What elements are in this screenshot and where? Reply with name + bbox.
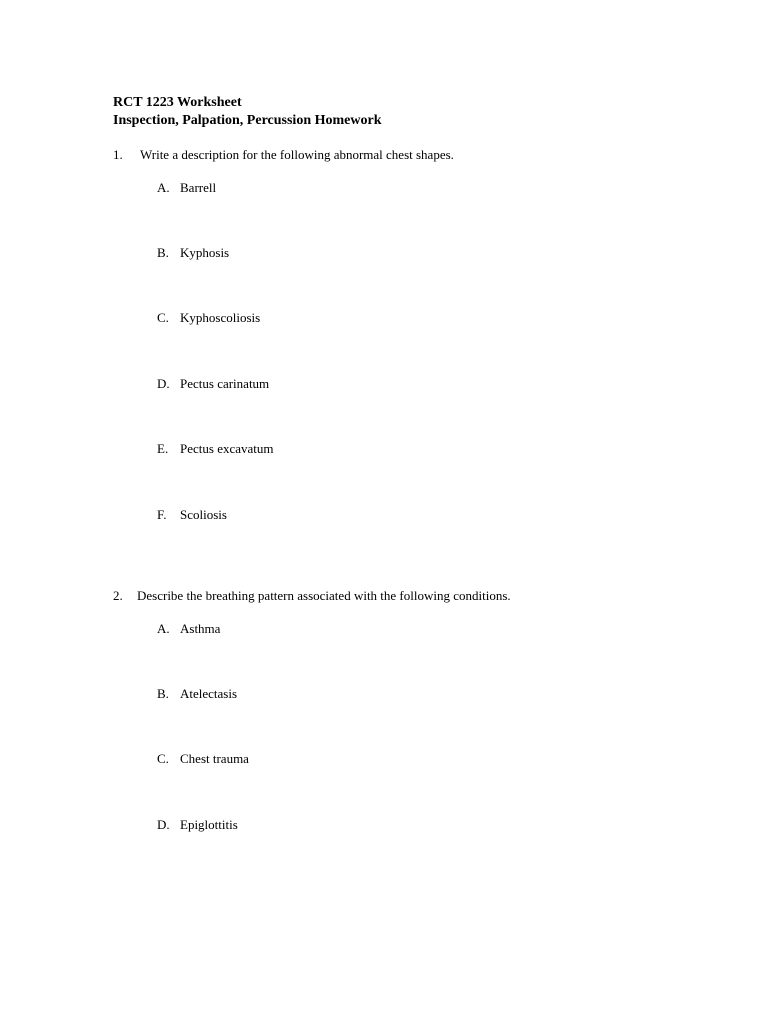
option-letter: D. xyxy=(157,376,170,391)
worksheet-title: RCT 1223 Worksheet xyxy=(113,95,242,110)
option-text: Atelectasis xyxy=(180,686,238,701)
question-text: Write a description for the following abnormal chest shapes. xyxy=(140,147,454,162)
question-number: 1. xyxy=(113,147,123,162)
option-text: Epiglottitis xyxy=(180,817,238,832)
option-letter: A. xyxy=(157,180,170,195)
option-letter: D. xyxy=(157,817,170,832)
option-text: Kyphoscoliosis xyxy=(180,310,261,325)
question-text: Describe the breathing pattern associated with the following conditions. xyxy=(137,588,511,603)
option-text: Barrell xyxy=(180,180,217,195)
option-text: Asthma xyxy=(180,621,221,636)
question-1 xyxy=(113,147,454,163)
option-letter: E. xyxy=(157,441,169,456)
q2-option-d xyxy=(157,817,238,833)
option-text: Pectus excavatum xyxy=(180,441,274,456)
worksheet-subtitle: Inspection, Palpation, Percussion Homework xyxy=(113,113,382,128)
question-2 xyxy=(113,588,511,604)
option-text: Chest trauma xyxy=(180,751,249,766)
q1-option-a xyxy=(157,180,216,196)
option-letter: C. xyxy=(157,310,169,325)
option-letter: B. xyxy=(157,686,169,701)
q1-option-d xyxy=(157,376,269,392)
q1-option-b xyxy=(157,245,229,261)
q1-option-f xyxy=(157,507,227,523)
option-text: Scoliosis xyxy=(180,507,227,522)
q1-option-e xyxy=(157,441,274,457)
question-number: 2. xyxy=(113,588,123,603)
option-letter: C. xyxy=(157,751,169,766)
option-letter: B. xyxy=(157,245,169,260)
q2-option-b xyxy=(157,686,237,702)
option-letter: A. xyxy=(157,621,170,636)
q1-option-c xyxy=(157,310,260,326)
option-text: Kyphosis xyxy=(180,245,230,260)
option-letter: F. xyxy=(157,507,167,522)
q2-option-a xyxy=(157,621,220,637)
q2-option-c xyxy=(157,751,249,767)
option-text: Pectus carinatum xyxy=(180,376,270,391)
